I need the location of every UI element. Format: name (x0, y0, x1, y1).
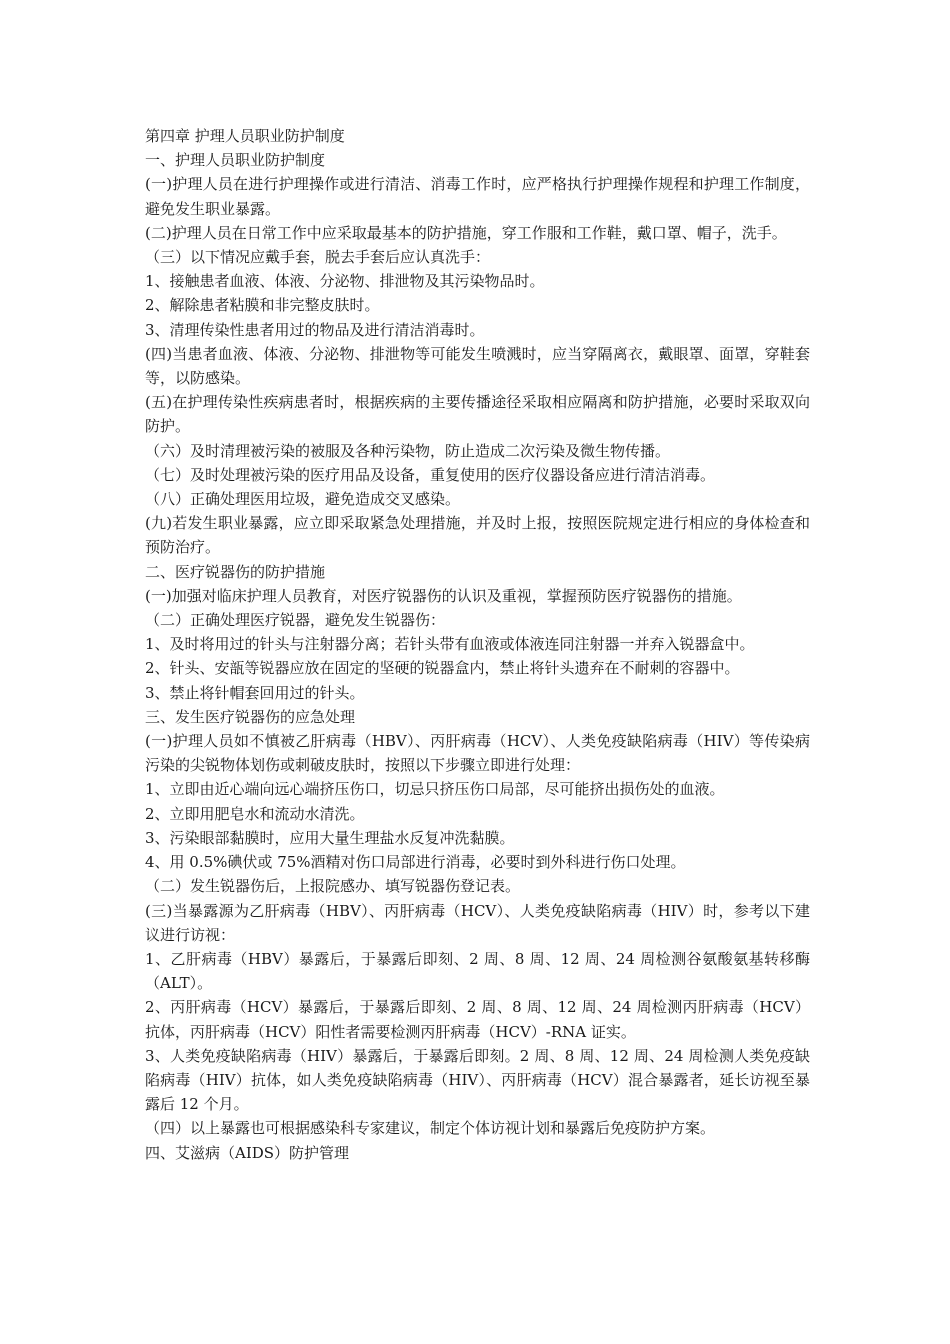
paragraph: 二、医疗锐器伤的防护措施 (145, 562, 326, 581)
paragraph: (一)加强对临床护理人员教育，对医疗锐器伤的认识及重视，掌握预防医疗锐器伤的措施。 (145, 586, 742, 605)
paragraph: （七）及时处理被污染的医疗用品及设备，重复使用的医疗仪器设备应进行清洁消毒。 (145, 465, 716, 484)
paragraph: (一)护理人员在进行护理操作或进行清洁、消毒工作时，应严格执行护理操作规程和护理工作制度，避免发生职业暴露。 (145, 175, 810, 218)
document-title: 第四章 护理人员职业防护制度 (145, 127, 345, 145)
paragraph: 2、丙肝病毒（HCV）暴露后，于暴露后即刻、2 周、8 周、12 周、24 周检测丙肝病毒（HCV）抗体，丙肝病毒（HCV）阳性者需要检测丙肝病毒（HCV）-RNA 证实。 (145, 998, 810, 1041)
paragraph: 3、污染眼部黏膜时，应用大量生理盐水反复冲洗黏膜。 (145, 828, 515, 847)
paragraph: （四）以上暴露也可根据感染科专家建议，制定个体访视计划和暴露后免疫防护方案。 (145, 1119, 716, 1138)
paragraph: （二）发生锐器伤后，上报院感办、填写锐器伤登记表。 (145, 877, 521, 896)
paragraph: （三）以下情况应戴手套，脱去手套后应认真洗手： (145, 248, 491, 267)
paragraph: 一、护理人员职业防护制度 (145, 151, 326, 170)
paragraph: (五)在护理传染性疾病患者时，根据疾病的主要传播途径采取相应隔离和防护措施，必要时采取双向防护。 (145, 393, 810, 436)
paragraph: 3、禁止将针帽套回用过的针头。 (145, 683, 365, 702)
paragraph: 四、艾滋病（AIDS）防护管理 (145, 1143, 350, 1162)
paragraph: 1、乙肝病毒（HBV）暴露后，于暴露后即刻、2 周、8 周、12 周、24 周检测谷氨酸氨基转移酶（ALT）。 (145, 949, 810, 993)
paragraph: 2、解除患者粘膜和非完整皮肤时。 (145, 296, 380, 315)
paragraph: (二)护理人员在日常工作中应采取最基本的防护措施，穿工作服和工作鞋，戴口罩、帽子，洗手。 (145, 223, 787, 242)
paragraph: 2、立即用肥皂水和流动水清洗。 (145, 804, 365, 823)
paragraph: 2、针头、安瓿等锐器应放在固定的坚硬的锐器盒内，禁止将针头遗弃在不耐刺的容器中。 (145, 659, 740, 678)
paragraph: (四)当患者血液、体液、分泌物、排泄物等可能发生喷溅时，应当穿隔离衣，戴眼罩、面罩，穿鞋套等，以防感染。 (145, 344, 810, 388)
paragraph: （二）正确处理医疗锐器，避免发生锐器伤： (145, 611, 446, 630)
paragraph: 3、清理传染性患者用过的物品及进行清洁消毒时。 (145, 320, 485, 339)
paragraph: (一)护理人员如不慎被乙肝病毒（HBV）、丙肝病毒（HCV）、人类免疫缺陷病毒（HIV）等传染病污染的尖锐物体划伤或刺破皮肤时，按照以下步骤立即进行处理： (145, 732, 810, 775)
paragraph: 3、人类免疫缺陷病毒（HIV）暴露后，于暴露后即刻。2 周、8 周、12 周、24 周检测人类免疫缺陷病毒（HIV）抗体，如人类免疫缺陷病毒（HIV）、丙肝病毒（HCV）混合暴露者，延长访视至暴露后 12 个月。 (145, 1046, 810, 1114)
paragraph: (九)若发生职业暴露，应立即采取紧急处理措施，并及时上报，按照医院规定进行相应的身体检查和预防治疗。 (145, 514, 810, 557)
paragraph: （六）及时清理被污染的被服及各种污染物，防止造成二次污染及微生物传播。 (145, 441, 671, 460)
paragraph: (三)当暴露源为乙肝病毒（HBV）、丙肝病毒（HCV）、人类免疫缺陷病毒（HIV）时，参考以下建议进行访视： (145, 901, 810, 944)
paragraph: （八）正确处理医用垃圾，避免造成交叉感染。 (145, 490, 461, 509)
paragraph: 1、及时将用过的针头与注射器分离；若针头带有血液或体液连同注射器一并弃入锐器盒中。 (145, 635, 755, 654)
paragraph: 1、接触患者血液、体液、分泌物、排泄物及其污染物品时。 (145, 272, 545, 291)
paragraph: 1、立即由近心端向远心端挤压伤口，切忌只挤压伤口局部，尽可能挤出损伤处的血液。 (145, 780, 725, 799)
paragraph: 4、用 0.5%碘伏或 75%酒精对伤口局部进行消毒，必要时到外科进行伤口处理。 (145, 853, 686, 872)
document-body (145, 124, 810, 1165)
paragraph: 三、发生医疗锐器伤的应急处理 (145, 707, 356, 726)
